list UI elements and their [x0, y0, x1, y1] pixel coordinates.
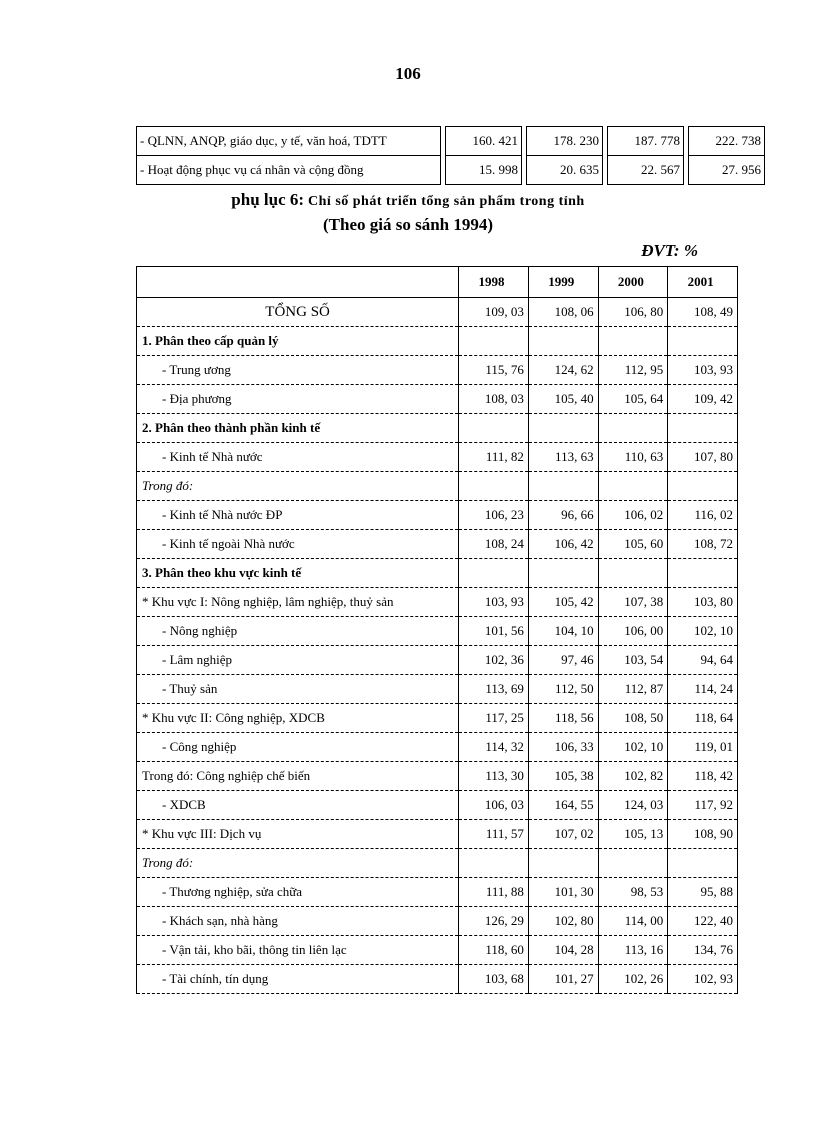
- cell-value: 96, 66: [528, 501, 598, 530]
- cell-value: 108, 06: [528, 298, 598, 327]
- cell-value: 111, 82: [459, 443, 529, 472]
- cell-value: 105, 13: [598, 820, 668, 849]
- cell-value: [459, 472, 529, 501]
- cell-value: 101, 30: [528, 878, 598, 907]
- unit-label: ĐVT: %: [641, 241, 698, 260]
- table-row: [137, 704, 738, 733]
- cell-value: 113, 30: [459, 762, 529, 791]
- cell-value: 107, 02: [528, 820, 598, 849]
- year-header: 2001: [668, 267, 738, 298]
- cell-value: 112, 50: [528, 675, 598, 704]
- table-row: [137, 127, 765, 156]
- cell-value: 103, 80: [668, 588, 738, 617]
- row-label: - Nông nghiệp: [137, 617, 459, 646]
- row-label: - XDCB: [137, 791, 459, 820]
- cell-value: 222. 738: [689, 127, 765, 156]
- cell-value: 178. 230: [527, 127, 603, 156]
- cell-value: [598, 414, 668, 443]
- cell-value: [459, 414, 529, 443]
- table-row: [137, 907, 738, 936]
- appendix-caption: Chỉ số phát triển tổng sản phẩm trong tỉnh: [308, 194, 585, 209]
- row-label: - Khách sạn, nhà hàng: [137, 907, 459, 936]
- page-number: 106: [395, 64, 421, 83]
- table-row: [137, 385, 738, 414]
- cell-value: 102, 10: [598, 733, 668, 762]
- appendix-subtitle: (Theo giá so sánh 1994): [322, 215, 494, 234]
- cell-value: 108, 50: [598, 704, 668, 733]
- row-label: - Kinh tế Nhà nước: [137, 443, 459, 472]
- year-header: 1998: [459, 267, 529, 298]
- cell-value: [668, 414, 738, 443]
- table-row: [137, 156, 765, 185]
- cell-value: 106, 02: [598, 501, 668, 530]
- appendix-label: phụ lục 6:: [231, 190, 305, 209]
- cell-value: 108, 72: [668, 530, 738, 559]
- row-label: - Tài chính, tín dụng: [137, 965, 459, 994]
- cell-value: 108, 49: [668, 298, 738, 327]
- row-label: Trong đó:: [137, 472, 459, 501]
- cell-value: 94, 64: [668, 646, 738, 675]
- cell-value: 102, 82: [598, 762, 668, 791]
- table-row: [137, 878, 738, 907]
- index-table: [136, 266, 738, 994]
- table-row: [137, 791, 738, 820]
- table-header-row: [137, 267, 738, 298]
- cell-value: 95, 88: [668, 878, 738, 907]
- table-row: [137, 849, 738, 878]
- cell-value: 104, 10: [528, 617, 598, 646]
- row-label: - Công nghiệp: [137, 733, 459, 762]
- cell-value: 112, 95: [598, 356, 668, 385]
- cell-value: 117, 25: [459, 704, 529, 733]
- continuation-table: [136, 126, 765, 185]
- row-label: - Hoạt động phục vụ cá nhân và cộng đồng: [137, 156, 441, 185]
- table-row: [137, 646, 738, 675]
- cell-value: 27. 956: [689, 156, 765, 185]
- cell-value: 103, 93: [459, 588, 529, 617]
- cell-value: 104, 28: [528, 936, 598, 965]
- table-row: [137, 472, 738, 501]
- row-label: 1. Phân theo cấp quản lý: [137, 327, 459, 356]
- cell-value: [598, 327, 668, 356]
- cell-value: 113, 16: [598, 936, 668, 965]
- row-label: - Kinh tế Nhà nước ĐP: [137, 501, 459, 530]
- cell-value: 102, 80: [528, 907, 598, 936]
- row-label: * Khu vực I: Nông nghiệp, lâm nghiệp, thuỷ sản: [137, 588, 459, 617]
- cell-value: 15. 998: [446, 156, 522, 185]
- row-label: - Vận tải, kho bãi, thông tin liên lạc: [137, 936, 459, 965]
- cell-value: 187. 778: [608, 127, 684, 156]
- cell-value: 103, 93: [668, 356, 738, 385]
- table-row: [137, 588, 738, 617]
- table-row: [137, 762, 738, 791]
- table-row: [137, 414, 738, 443]
- cell-value: 105, 60: [598, 530, 668, 559]
- row-label: Trong đó:: [137, 849, 459, 878]
- cell-value: 102, 10: [668, 617, 738, 646]
- table-row: [137, 327, 738, 356]
- cell-value: 106, 80: [598, 298, 668, 327]
- cell-value: 160. 421: [446, 127, 522, 156]
- table-row: [137, 530, 738, 559]
- table-row: [137, 356, 738, 385]
- year-header: 2000: [598, 267, 668, 298]
- cell-value: 109, 42: [668, 385, 738, 414]
- cell-value: 113, 69: [459, 675, 529, 704]
- table-row: [137, 443, 738, 472]
- table-row: [137, 965, 738, 994]
- cell-value: 101, 56: [459, 617, 529, 646]
- row-label: 2. Phân theo thành phần kinh tế: [137, 414, 459, 443]
- cell-value: 107, 38: [598, 588, 668, 617]
- cell-value: [459, 849, 529, 878]
- cell-value: 108, 90: [668, 820, 738, 849]
- cell-value: 105, 42: [528, 588, 598, 617]
- cell-value: 115, 76: [459, 356, 529, 385]
- cell-value: 114, 00: [598, 907, 668, 936]
- cell-value: 101, 27: [528, 965, 598, 994]
- cell-value: [528, 414, 598, 443]
- cell-value: [598, 559, 668, 588]
- cell-value: 124, 62: [528, 356, 598, 385]
- year-header: 1999: [528, 267, 598, 298]
- table-row: [137, 559, 738, 588]
- row-label: - Thương nghiệp, sửa chữa: [137, 878, 459, 907]
- cell-value: 110, 63: [598, 443, 668, 472]
- table-row: [137, 820, 738, 849]
- cell-value: 126, 29: [459, 907, 529, 936]
- cell-value: 118, 42: [668, 762, 738, 791]
- row-label: 3. Phân theo khu vực kinh tế: [137, 559, 459, 588]
- cell-value: 97, 46: [528, 646, 598, 675]
- cell-value: 106, 42: [528, 530, 598, 559]
- appendix-title: [0, 190, 816, 210]
- cell-value: 117, 92: [668, 791, 738, 820]
- cell-value: 102, 36: [459, 646, 529, 675]
- cell-value: [598, 849, 668, 878]
- cell-value: 134, 76: [668, 936, 738, 965]
- cell-value: [459, 327, 529, 356]
- cell-value: [668, 849, 738, 878]
- table-row: [137, 298, 738, 327]
- cell-value: 118, 60: [459, 936, 529, 965]
- row-label: Trong đó: Công nghiệp chế biến: [137, 762, 459, 791]
- row-label: - Địa phương: [137, 385, 459, 414]
- cell-value: 106, 23: [459, 501, 529, 530]
- cell-value: [528, 559, 598, 588]
- cell-value: 111, 57: [459, 820, 529, 849]
- cell-value: 111, 88: [459, 878, 529, 907]
- cell-value: 103, 54: [598, 646, 668, 675]
- row-label: - Lâm nghiệp: [137, 646, 459, 675]
- row-label: - Trung ương: [137, 356, 459, 385]
- cell-value: 113, 63: [528, 443, 598, 472]
- cell-value: 118, 56: [528, 704, 598, 733]
- row-label: - QLNN, ANQP, giáo dục, y tế, văn hoá, TDTT: [137, 127, 441, 156]
- cell-value: [528, 849, 598, 878]
- cell-value: 102, 93: [668, 965, 738, 994]
- cell-value: [668, 472, 738, 501]
- cell-value: 164, 55: [528, 791, 598, 820]
- row-label: TỔNG SỐ: [137, 298, 459, 327]
- cell-value: 106, 00: [598, 617, 668, 646]
- row-label: - Kinh tế ngoài Nhà nước: [137, 530, 459, 559]
- cell-value: 114, 24: [668, 675, 738, 704]
- cell-value: 20. 635: [527, 156, 603, 185]
- cell-value: [598, 472, 668, 501]
- cell-value: 106, 33: [528, 733, 598, 762]
- cell-value: 22. 567: [608, 156, 684, 185]
- cell-value: 98, 53: [598, 878, 668, 907]
- table-row: [137, 675, 738, 704]
- table-row: [137, 617, 738, 646]
- cell-value: 105, 38: [528, 762, 598, 791]
- row-label: * Khu vực II: Công nghiệp, XDCB: [137, 704, 459, 733]
- cell-value: 103, 68: [459, 965, 529, 994]
- cell-value: [459, 559, 529, 588]
- row-label: - Thuỷ sản: [137, 675, 459, 704]
- cell-value: 116, 02: [668, 501, 738, 530]
- table-row: [137, 733, 738, 762]
- cell-value: 105, 64: [598, 385, 668, 414]
- cell-value: 108, 24: [459, 530, 529, 559]
- cell-value: 102, 26: [598, 965, 668, 994]
- row-label: * Khu vực III: Dịch vụ: [137, 820, 459, 849]
- cell-value: [528, 472, 598, 501]
- cell-value: 108, 03: [459, 385, 529, 414]
- cell-value: [668, 327, 738, 356]
- cell-value: 105, 40: [528, 385, 598, 414]
- cell-value: 124, 03: [598, 791, 668, 820]
- cell-value: 118, 64: [668, 704, 738, 733]
- cell-value: 112, 87: [598, 675, 668, 704]
- cell-value: [528, 327, 598, 356]
- cell-value: 109, 03: [459, 298, 529, 327]
- cell-value: 119, 01: [668, 733, 738, 762]
- cell-value: 106, 03: [459, 791, 529, 820]
- cell-value: 114, 32: [459, 733, 529, 762]
- table-row: [137, 936, 738, 965]
- cell-value: 122, 40: [668, 907, 738, 936]
- table-row: [137, 501, 738, 530]
- cell-value: [668, 559, 738, 588]
- cell-value: 107, 80: [668, 443, 738, 472]
